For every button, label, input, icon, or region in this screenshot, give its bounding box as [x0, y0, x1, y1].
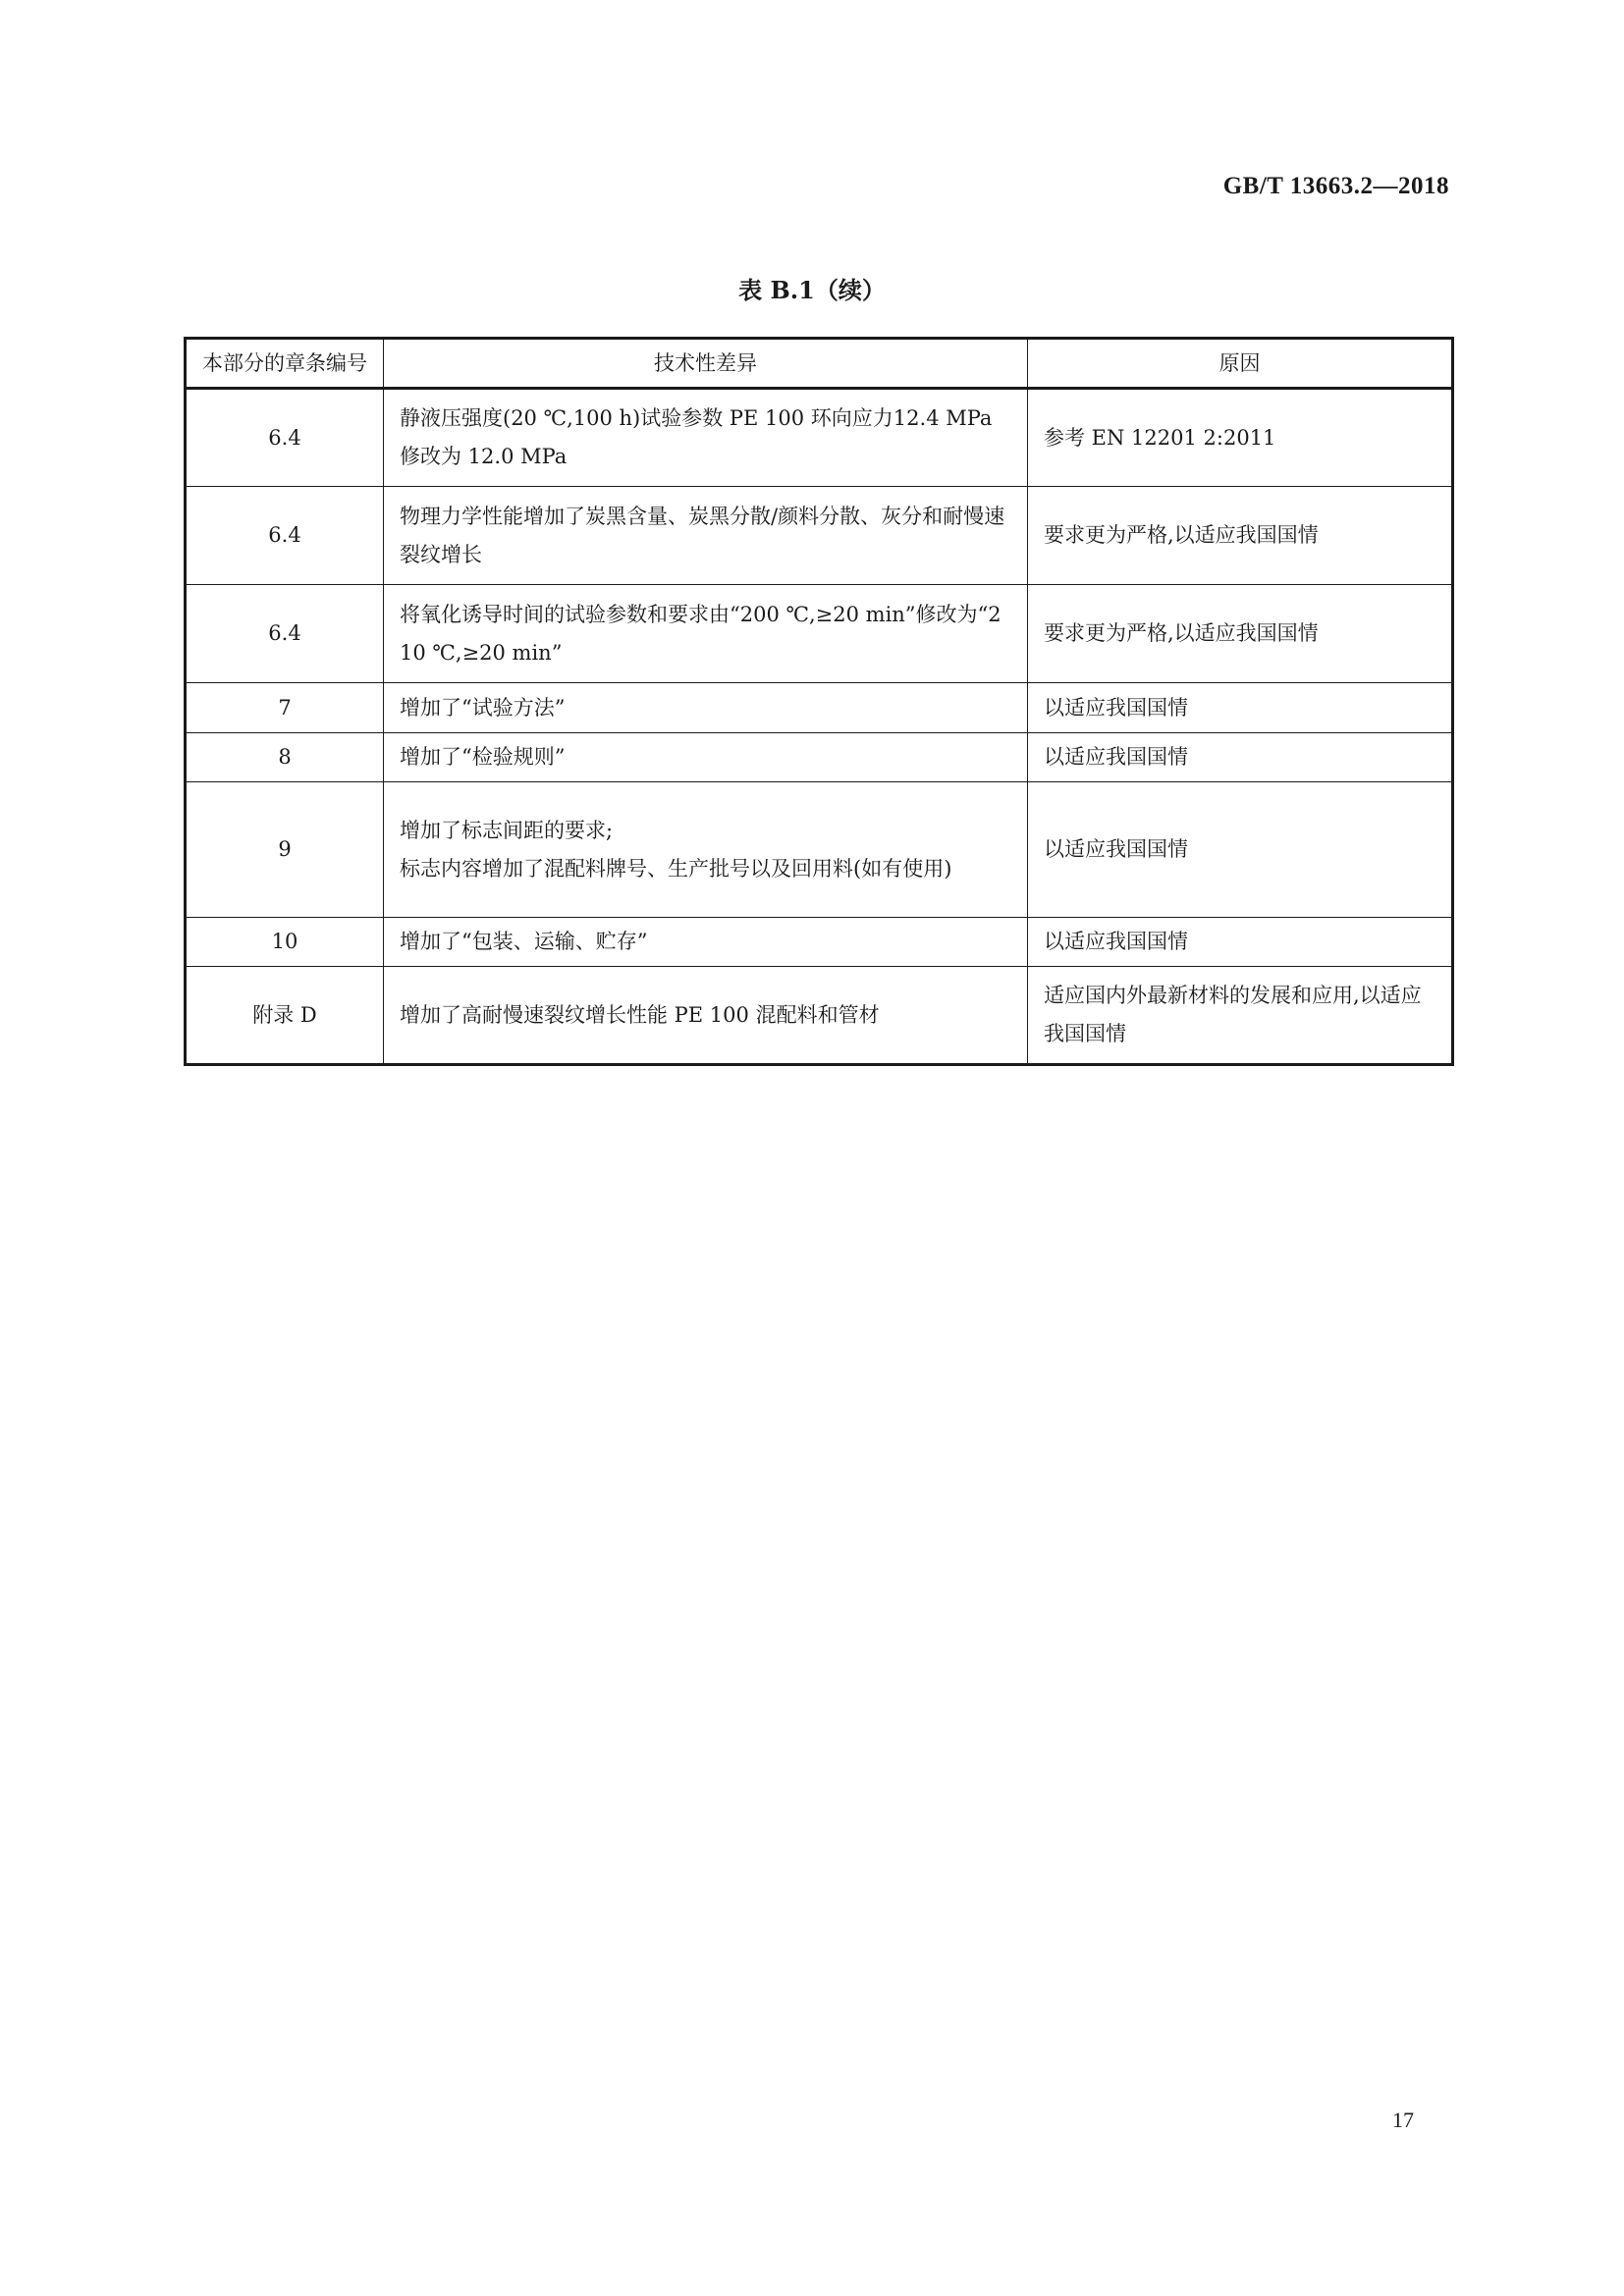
- clause-cell: 6.4: [186, 585, 384, 683]
- table-row: [186, 782, 1453, 918]
- clause-cell: 9: [186, 782, 384, 918]
- difference-cell: 增加了高耐慢速裂纹增长性能 PE 100 混配料和管材: [384, 967, 1028, 1065]
- table-row: [186, 389, 1453, 487]
- table-row: [186, 918, 1453, 967]
- table-row: [186, 487, 1453, 585]
- difference-cell: 增加了“包装、运输、贮存”: [384, 918, 1028, 967]
- technical-differences-table: [184, 337, 1454, 1066]
- table-row: [186, 967, 1453, 1065]
- column-header-reason: 原因: [1028, 339, 1453, 389]
- reason-cell: 参考 EN 12201 2:2011: [1028, 389, 1453, 487]
- difference-cell: 增加了“检验规则”: [384, 733, 1028, 782]
- table-header-row: [186, 339, 1453, 389]
- reason-cell: 适应国内外最新材料的发展和应用,以适应我国国情: [1028, 967, 1453, 1065]
- clause-cell: 6.4: [186, 389, 384, 487]
- clause-cell: 10: [186, 918, 384, 967]
- clause-cell: 附录 D: [186, 967, 384, 1065]
- reason-cell: 以适应我国国情: [1028, 918, 1453, 967]
- table-row: [186, 733, 1453, 782]
- difference-cell: 物理力学性能增加了炭黑含量、炭黑分散/颜料分散、灰分和耐慢速裂纹增长: [384, 487, 1028, 585]
- table-title: 表 B.1（续）: [738, 276, 886, 304]
- reason-cell: 要求更为严格,以适应我国国情: [1028, 585, 1453, 683]
- clause-cell: 7: [186, 683, 384, 733]
- difference-cell: 增加了“试验方法”: [384, 683, 1028, 733]
- column-header-clause: 本部分的章条编号: [186, 339, 384, 389]
- clause-cell: 6.4: [186, 487, 384, 585]
- table-row: [186, 683, 1453, 733]
- reason-cell: 以适应我国国情: [1028, 683, 1453, 733]
- difference-cell: 将氧化诱导时间的试验参数和要求由“200 ℃,≥20 min”修改为“210 ℃,≥20 min”: [384, 585, 1028, 683]
- reason-cell: 以适应我国国情: [1028, 782, 1453, 918]
- table-body: [186, 389, 1453, 1065]
- column-header-difference: 技术性差异: [384, 339, 1028, 389]
- difference-cell: 增加了标志间距的要求; 标志内容增加了混配料牌号、生产批号以及回用料(如有使用): [384, 782, 1028, 918]
- difference-cell: 静液压强度(20 ℃,100 h)试验参数 PE 100 环向应力12.4 MPa 修改为 12.0 MPa: [384, 389, 1028, 487]
- reason-cell: 以适应我国国情: [1028, 733, 1453, 782]
- page-number: 17: [1392, 2108, 1414, 2132]
- reason-cell: 要求更为严格,以适应我国国情: [1028, 487, 1453, 585]
- clause-cell: 8: [186, 733, 384, 782]
- document-code: GB/T 13663.2—2018: [1222, 173, 1449, 199]
- table-row: [186, 585, 1453, 683]
